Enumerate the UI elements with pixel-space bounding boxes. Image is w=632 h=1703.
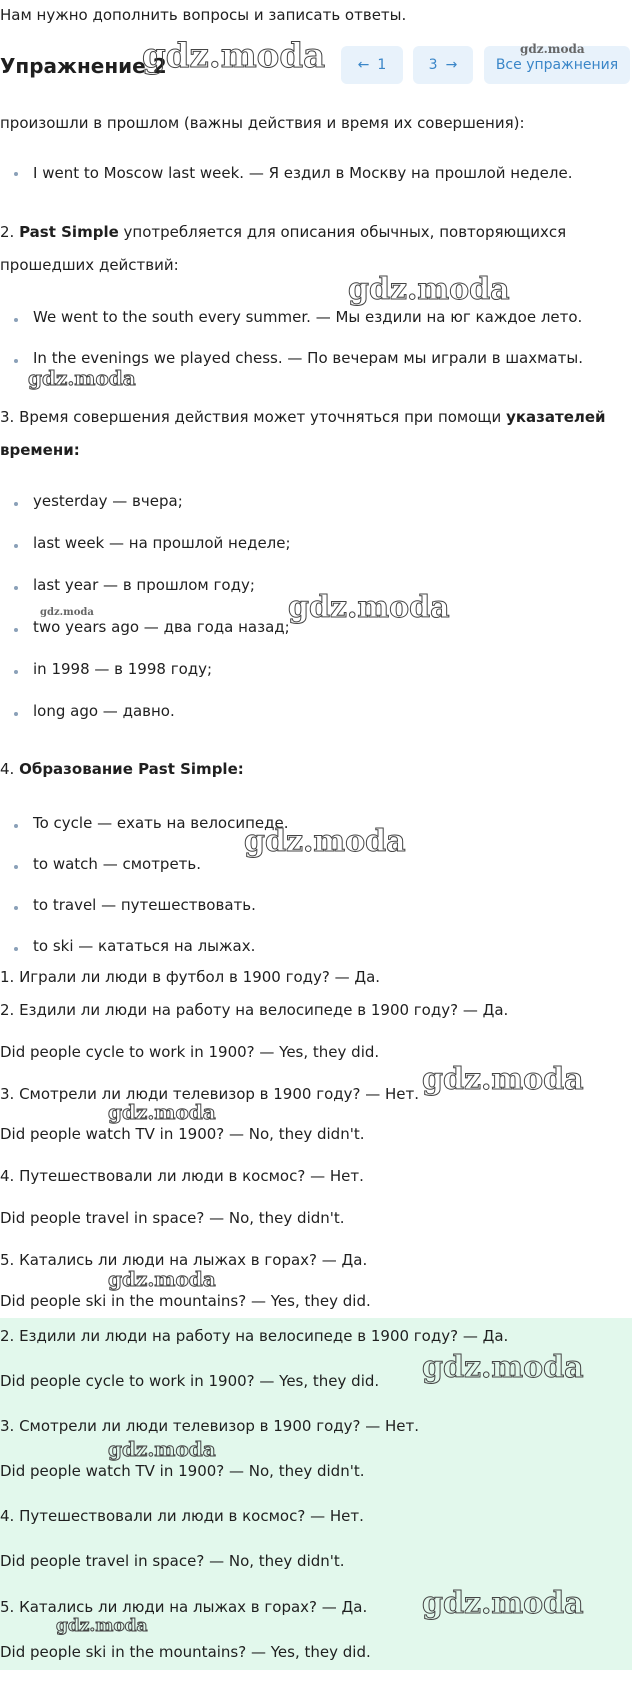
list-item: I went to Moscow last week. — Я ездил в Москву на прошлой неделе. xyxy=(33,164,573,182)
section-3-bold: указателей xyxy=(506,408,606,426)
answer-line: Did people watch TV in 1900? — No, they didn't. xyxy=(0,1462,365,1480)
bullet-dot xyxy=(14,906,18,910)
answer-line: Did people cycle to work in 1900? — Yes, they did. xyxy=(0,1372,380,1390)
watermark: gdz.moda xyxy=(108,1267,216,1291)
list-item: to ski — кататься на лыжах. xyxy=(33,937,256,955)
watermark: gdz.moda xyxy=(28,366,136,390)
answer-line: Did people ski in the mountains? — Yes, they did. xyxy=(0,1643,371,1661)
list-item: In the evenings we played chess. — По вечерам мы играли в шахматы. xyxy=(33,349,583,367)
list-item: last year — в прошлом году; xyxy=(33,576,255,594)
section-3-heading xyxy=(0,408,606,426)
bullet-dot xyxy=(14,628,18,632)
watermark: gdz.moda xyxy=(56,1616,148,1636)
page-title: Упражнение 2 xyxy=(0,54,167,78)
watermark-small: gdz.moda xyxy=(40,607,94,618)
answer-line: 3. Смотрели ли люди телевизор в 1900 году? — Нет. xyxy=(0,1417,420,1435)
intro-text: Нам нужно дополнить вопросы и записать ответы. xyxy=(0,6,407,24)
answer-line: 1. Играли ли люди в футбол в 1900 году? — Да. xyxy=(0,968,381,986)
prev-exercise-button[interactable] xyxy=(341,46,403,84)
section-2-number: 2. xyxy=(0,223,15,241)
answer-line: 2. Ездили ли люди на работу на велосипеде в 1900 году? — Да. xyxy=(0,1001,509,1019)
arrow-left-icon: ← xyxy=(357,57,370,73)
bullet-dot xyxy=(14,865,18,869)
watermark: gdz.moda xyxy=(108,1437,216,1461)
prev-exercise-label: 1 xyxy=(377,57,387,73)
next-exercise-button[interactable] xyxy=(413,46,473,84)
bullet-dot xyxy=(14,712,18,716)
list-item: in 1998 — в 1998 году; xyxy=(33,660,213,678)
section-2-rest: употребляется для описания обычных, повторяющихся xyxy=(118,223,567,241)
bullet-dot xyxy=(14,586,18,590)
section-4-heading xyxy=(0,760,244,778)
list-item: long ago — давно. xyxy=(33,702,175,720)
all-exercises-label: Все упражнения xyxy=(495,57,619,73)
watermark: gdz.moda xyxy=(108,1100,216,1124)
bullet-dot xyxy=(14,544,18,548)
bullet-dot xyxy=(14,670,18,674)
watermark: gdz.moda xyxy=(142,36,326,76)
watermark: gdz.moda xyxy=(422,1062,584,1097)
bullet-dot xyxy=(14,502,18,506)
watermark: gdz.moda xyxy=(348,272,510,307)
list-item: to watch — смотреть. xyxy=(33,855,202,873)
list-item: two years ago — два года назад; xyxy=(33,618,290,636)
bullet-dot xyxy=(14,824,18,828)
list-item: to travel — путешествовать. xyxy=(33,896,256,914)
answer-line: 2. Ездили ли люди на работу на велосипеде в 1900 году? — Да. xyxy=(0,1327,509,1345)
section-2-bold: Past Simple xyxy=(19,223,119,241)
bullet-dot xyxy=(14,947,18,951)
watermark: gdz.moda xyxy=(422,1350,584,1385)
list-item: To cycle — ехать на велосипеде. xyxy=(33,814,289,832)
list-item: yesterday — вчера; xyxy=(33,492,183,510)
answer-line: Did people travel in space? — No, they didn't. xyxy=(0,1552,345,1570)
section-4-number: 4. xyxy=(0,760,15,778)
section-4-bold: Образование Past Simple: xyxy=(19,760,244,778)
next-exercise-label: 3 xyxy=(428,57,438,73)
answer-line: 5. Катались ли люди на лыжах в горах? — Да. xyxy=(0,1251,368,1269)
watermark: gdz.moda xyxy=(244,824,406,859)
answer-line: 3. Смотрели ли люди телевизор в 1900 году? — Нет. xyxy=(0,1085,420,1103)
section-3-line2: времени: xyxy=(0,441,80,459)
watermark: gdz.moda xyxy=(422,1586,584,1621)
arrow-right-icon: → xyxy=(445,57,458,73)
watermark-small: gdz.moda xyxy=(520,42,585,56)
answer-line: 4. Путешествовали ли люди в космос? — Нет. xyxy=(0,1507,364,1525)
answer-line: Did people cycle to work in 1900? — Yes, they did. xyxy=(0,1043,380,1061)
watermark: gdz.moda xyxy=(288,590,450,625)
answer-line: Did people travel in space? — No, they didn't. xyxy=(0,1209,345,1227)
answer-line: 4. Путешествовали ли люди в космос? — Нет. xyxy=(0,1167,364,1185)
cut-line: произошли в прошлом (важны действия и время их совершения): xyxy=(0,114,525,132)
bullet-dot xyxy=(14,318,18,322)
bullet-dot xyxy=(14,172,18,176)
answer-line: Did people watch TV in 1900? — No, they didn't. xyxy=(0,1125,365,1143)
section-2-heading xyxy=(0,223,566,241)
answer-line: Did people ski in the mountains? — Yes, they did. xyxy=(0,1292,371,1310)
answer-line: 5. Катались ли люди на лыжах в горах? — Да. xyxy=(0,1598,368,1616)
list-item: last week — на прошлой неделе; xyxy=(33,534,291,552)
bullet-dot xyxy=(14,359,18,363)
list-item: We went to the south every summer. — Мы ездили на юг каждое лето. xyxy=(33,308,583,326)
section-2-line2: прошедших действий: xyxy=(0,256,179,274)
section-3-prefix: 3. Время совершения действия может уточняться при помощи xyxy=(0,408,507,426)
